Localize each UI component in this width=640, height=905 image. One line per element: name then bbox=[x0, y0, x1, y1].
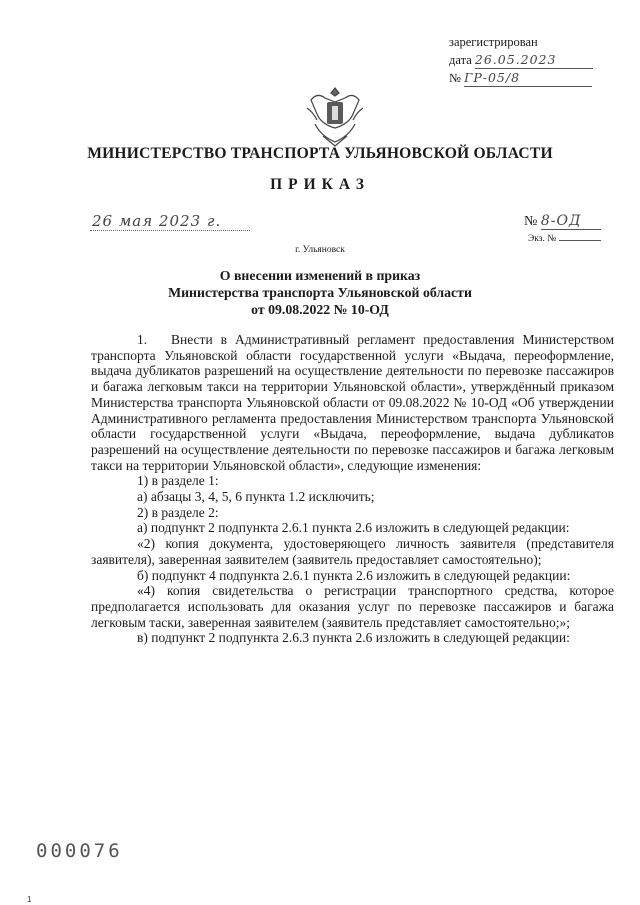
document-type: ПРИКАЗ bbox=[270, 176, 370, 193]
coat-of-arms-emblem bbox=[303, 84, 367, 150]
paragraph-8: «4) копия свидетельства о регистрации транспортного средства, которое предполагается использовать для оказания услуг по перевозке пассажиров и багажа легковым таски, заверенная заявителем (заявитель представляет самостоятельно;»; bbox=[91, 583, 614, 630]
paragraph-7: б) подпункт 4 подпункта 2.6.1 пункта 2.6 изложить в следующей редакции: bbox=[137, 567, 571, 583]
order-number-label: № bbox=[524, 214, 538, 229]
paragraph-1: 1. Внести в Административный регламент предоставления Министерством транспорта Ульяновской области государственной услуги «Выдача, переоформление, выдача дубликатов разрешений на осуществление деятельности по перевозке пассажиров и багажа легковым такси на территории Ульяновской области», утверждённый приказом Министерства транспорта Ульяновской области от 09.08.2022 № 10-ОД «Об утверждении Административного регламента предоставления Министерством транспорта Ульяновской области государственной услуги «Выдача, переоформление, выдача дубликатов разрешений на осуществление деятельности по перевозке пассажиров и багажа легковым такси на территории Ульяновской области», следующие изменения: bbox=[91, 332, 614, 473]
paragraph-9: в) подпункт 2 подпункта 2.6.3 пункта 2.6 изложить в следующей редакции: bbox=[137, 630, 570, 646]
copy-number-label: Экз. № bbox=[528, 234, 557, 244]
registration-number-label: № bbox=[449, 71, 461, 85]
paragraph-5: а) подпункт 2 подпункта 2.6.1 пункта 2.6 изложить в следующей редакции: bbox=[137, 520, 570, 536]
copy-number bbox=[528, 234, 601, 244]
paragraph-3: а) абзацы 3, 4, 5, 6 пункта 1.2 исключить; bbox=[137, 489, 375, 505]
order-number bbox=[524, 213, 601, 230]
registration-number-value: ГР-05/8 bbox=[464, 69, 592, 87]
city: г. Ульяновск bbox=[295, 245, 345, 255]
order-body bbox=[91, 332, 614, 646]
order-number-value: 8-ОД bbox=[541, 213, 601, 230]
registration-status: зарегистрирован bbox=[449, 35, 538, 49]
paragraph-4: 2) в разделе 2: bbox=[137, 504, 219, 520]
order-date-line bbox=[90, 230, 250, 231]
registration-date-row bbox=[449, 51, 593, 69]
title-line-2: Министерства транспорта Ульяновской области bbox=[168, 285, 472, 300]
order-title bbox=[0, 267, 640, 318]
copy-number-blank bbox=[559, 240, 601, 241]
paragraph-6: «2) копия документа, удостоверяющего личность заявителя (представителя заявителя), заверенная заявителем (заявитель предоставляет самостоятельно); bbox=[91, 536, 614, 567]
title-line-3: от 09.08.2022 № 10-ОД bbox=[251, 302, 389, 317]
page-mark: 1 bbox=[27, 895, 32, 904]
title-line-1: О внесении изменений в приказ bbox=[219, 268, 421, 283]
registration-number-row bbox=[449, 69, 593, 87]
registration-date-label: дата bbox=[449, 53, 472, 67]
paragraph-2: 1) в разделе 1: bbox=[137, 473, 219, 489]
order-date-handwritten: 26 мая 2023 г. bbox=[92, 212, 222, 230]
registration-date-value: 26.05.2023 bbox=[475, 51, 593, 69]
ministry-name: МИНИСТЕРСТВО ТРАНСПОРТА УЛЬЯНОВСКОЙ ОБЛАСТИ bbox=[87, 145, 553, 162]
registration-block bbox=[449, 34, 593, 87]
archive-stamp-number: 000076 bbox=[36, 840, 123, 862]
